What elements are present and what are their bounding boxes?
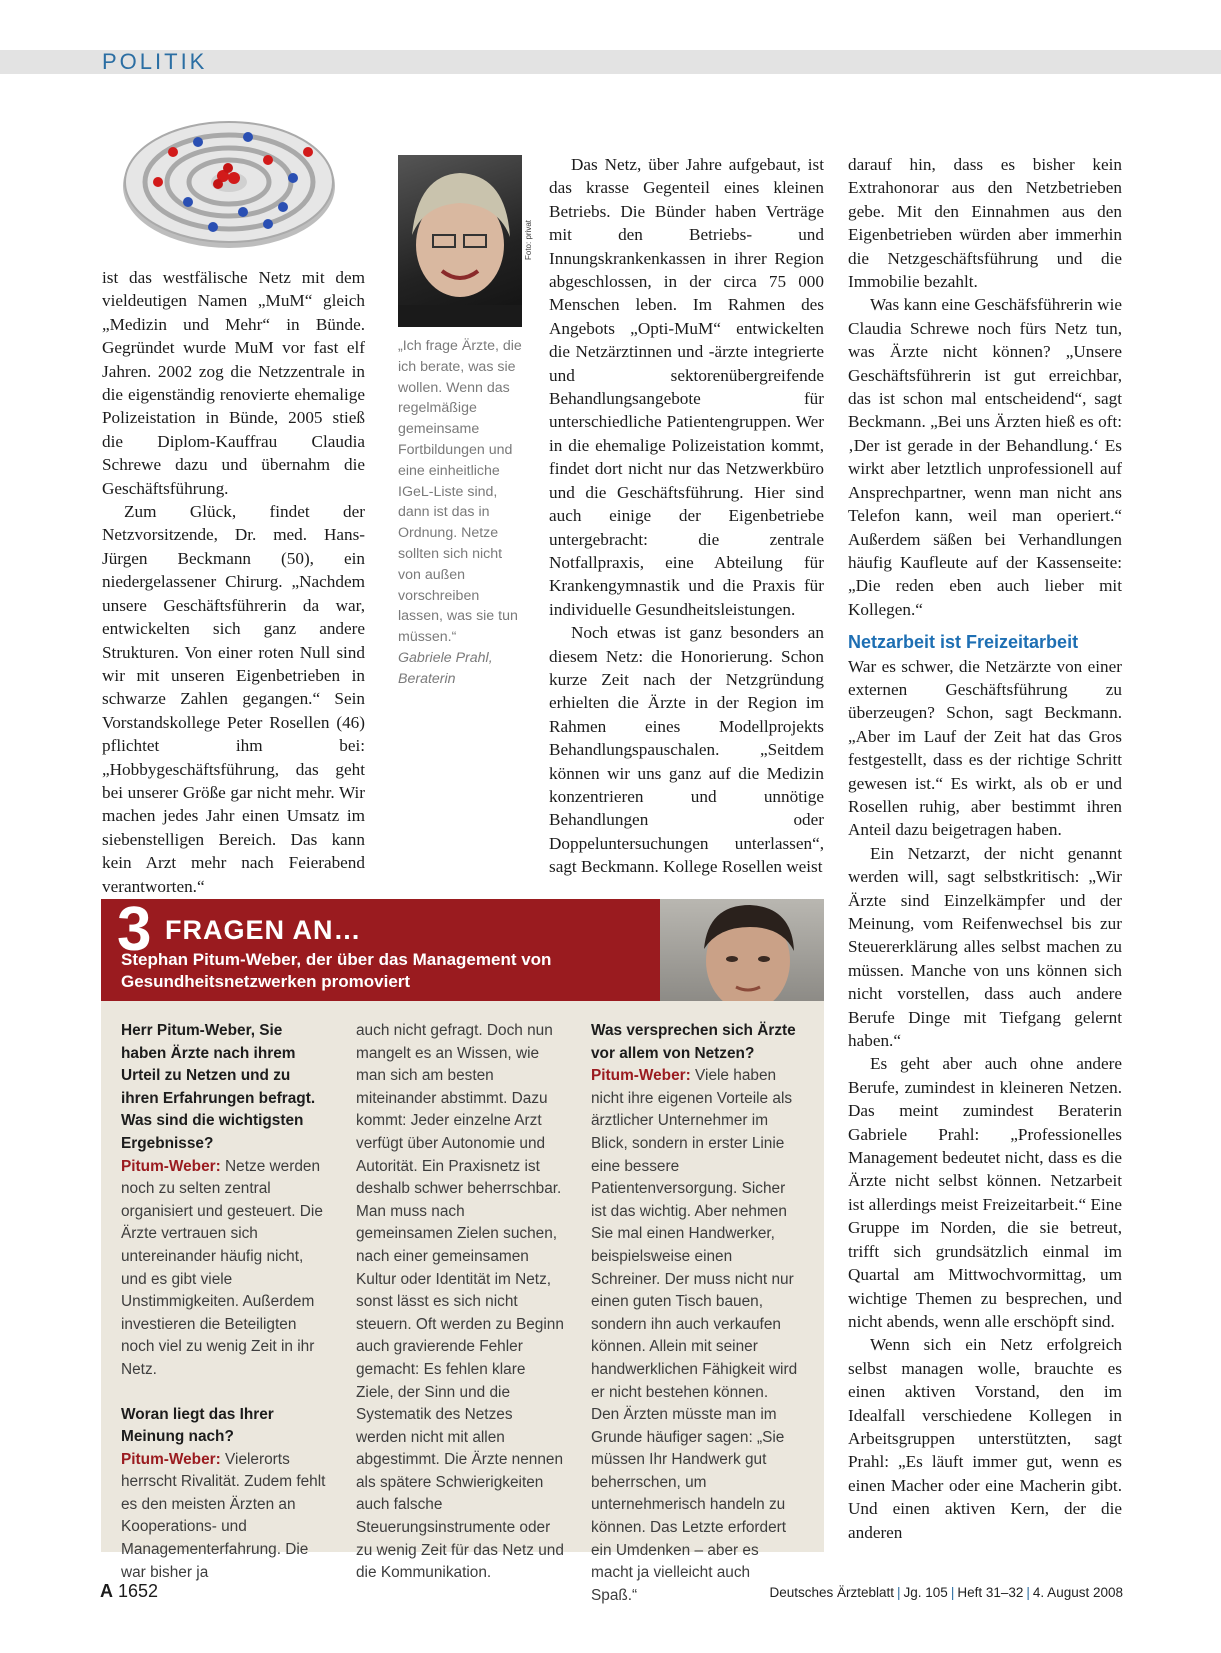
journal-name: Deutsches Ärzteblatt — [769, 1585, 895, 1600]
interview-column-2 — [356, 1020, 564, 1585]
section-rubric: POLITIK — [102, 49, 208, 74]
footer-separator: | — [897, 1585, 901, 1600]
caption-quote: „Ich frage Ärzte, die ich berate, was sie wollen. Wenn das regelmäßige gemeinsame Fortbildungen und eine einheitliche IGeL-Liste sind, dann ist das in Ordnung. Netze sollten sich nicht von außen vorschreiben lassen, was sie tun müssen.“ — [398, 338, 522, 646]
journal-info — [769, 1585, 1123, 1600]
maze-illustration — [118, 112, 340, 260]
photo-caption — [398, 336, 526, 690]
paragraph: darauf hin, dass es bisher kein Extrahonorar aus den Netzbetrieben gebe. Mit den Einnahmen aus den Eigenbetrieben würden aber immerhin die Netzgeschäftsführung und die Immobilie bezahlt. — [848, 155, 1122, 292]
page-prefix: A — [100, 1581, 113, 1601]
article-column-3 — [549, 153, 824, 879]
interview-column-3 — [591, 1020, 799, 1607]
interview-number: 3 — [117, 895, 152, 964]
interview-answer: Vielerorts herrscht Rivalität. Zudem fehlt es den meisten Ärzten an Kooperations- und Managementerfahrung. Die war bisher ja — [121, 1450, 326, 1581]
paragraph: Noch etwas ist ganz besonders an diesem Netz: die Honorierung. Schon kurze Zeit nach der Netzgründung erhielten die Ärzte in der Region im Rahmen eines Modellprojekts Behandlungspauschalen. „Seitdem können wir uns ganz auf die Medizin konzentrieren und unnötige Behandlungen oder Doppeluntersuchungen unterlassen“, sagt Beckmann. Kollege Rosellen weist — [549, 623, 824, 877]
interview-speaker: Pitum-Weber: — [591, 1067, 691, 1085]
journal-issue: Heft 31–32 — [957, 1585, 1024, 1600]
caption-attribution: Gabriele Prahl, Beraterin — [398, 649, 493, 687]
portrait-photo-gabriele-prahl — [398, 155, 522, 327]
paragraph: ist das westfälische Netz mit dem vieldeutigen Namen „MuM“ gleich „Medizin und Mehr“ in Bünde. Gegründet wurde MuM vor fast elf Jahren. 2002 zog die Netzzentrale in die eigenständig renovierte ehemalige Polizeistation in Bünde, 2005 stieß die Diplom-Kauffrau Claudia Schrewe dazu und übernahm die Geschäftsführung. — [102, 268, 365, 498]
interview-box-header — [101, 895, 660, 1001]
article-column-4 — [848, 153, 1122, 1544]
paragraph: Zum Glück, findet der Netzvorsitzende, Dr. med. Hans-Jürgen Beckmann (50), ein niedergelassener Chirurg. „Nachdem unsere Geschäftsführerin da war, entwickelten sich ganz andere Strukturen. Von einer roten Null sind wir mit unseren Eigenbetrieben in schwarze Zahlen gegangen.“ Sein Vorstandskollege Peter Rosellen (46) pflichtet ihm bei: „Hobbygeschäftsführung, das geht bei unserer Größe gar nicht mehr. Wir machen jedes Jahr einen Umsatz im siebenstelligen Bereich. Das kann kein Arzt mehr nach Feierabend verantworten.“ — [102, 502, 365, 896]
paragraph: Es geht aber auch ohne andere Berufe, zumindest in kleineren Netzen. Das meint zumindest Beraterin Gabriele Prahl: „Professionelles Management bedeutet nicht, dass es die Ärzte nicht selbst können. Netzarbeit ist allerdings meist Freizeitarbeit.“ Eine Gruppe im Norden, die sie betreut, trifft sich grundsätzlich einmal im Quartal am Mittwochvormittag, um wichtige Themen zu besprechen, und nicht abends, wenn alle erschöpft sind. — [848, 1054, 1122, 1331]
photo-credit: Foto: privat — [524, 219, 533, 260]
footer-separator: | — [950, 1585, 955, 1600]
footer-separator: | — [1026, 1585, 1030, 1600]
interview-title: FRAGEN AN… — [165, 915, 362, 945]
article-column-1 — [102, 266, 365, 898]
interview-column-1 — [121, 1020, 329, 1584]
paragraph: Ein Netzarzt, der nicht genannt werden will, sagt selbstkritisch: „Wir Ärzte sind Einzelkämpfer und der Meinung, vom Reifenwechsel bis zur Steuererklärung alles selbst machen zu müssen. Manche von uns können sich nicht vorstellen, dass auch andere Berufe Dinge mit Tiefgang gelernt haben.“ — [848, 843, 1122, 1051]
page-number-value: 1652 — [118, 1581, 159, 1601]
interview-question: Was versprechen sich Ärzte vor allem von Netzen? — [591, 1022, 796, 1062]
interview-subtitle: Stephan Pitum-Weber, der über das Management von Gesundheitsnetzwerken promoviert — [121, 950, 552, 991]
paragraph: War es schwer, die Netzärzte von einer externen Geschäftsführung zu überzeugen? Schon, sagt Beckmann. „Aber im Lauf der Zeit hat das Gros festgestellt, dass es der richtige Schritt gewesen ist.“ Es wirkt, als ob er und Rosellen ruhig, aber bestimmt ihren Anteil dazu beigetragen haben. — [848, 656, 1122, 840]
paragraph: Wenn sich ein Netz erfolgreich selbst managen wolle, brauchte es einen aktiven Vorstand, den im Idealfall verschiedene Kollegen in Arbeitsgruppen unterstützten, sagt Prahl: „Es läuft immer gut, wenn es einen Macher oder eine Macherin gibt. Und einen aktiven Kern, der die anderen — [848, 1335, 1122, 1542]
interview-question: Herr Pitum-Weber, Sie haben Ärzte nach ihrem Urteil zu Netzen und zu ihren Erfahrungen befragt. Was sind die wichtigsten Ergebnisse? — [121, 1022, 316, 1152]
interview-answer: Viele haben nicht ihre eigenen Vorteile als ärztlicher Unternehmer im Blick, sondern in erster Linie eine bessere Patientenversorgung. Sicher ist das wichtig. Aber nehmen Sie mal einen Handwerker, beispielsweise einen Schreiner. Der muss nicht nur einen guten Tisch bauen, sondern ihn auch verkaufen können. Allein mit seiner handwerklichen Fähigkeit wird er nicht bestehen können. Den Ärzten müsste man im Grunde häufiger sagen: „Sie müssen Ihr Handwerk gut beherrschen, um unternehmerisch handeln zu können. Das Letzte erfordert ein Umdenken – aber es macht ja vielleicht auch Spaß.“ — [591, 1067, 798, 1604]
journal-date: 4. August 2008 — [1032, 1585, 1123, 1600]
interview-speaker: Pitum-Weber: — [121, 1450, 221, 1468]
page-number — [100, 1581, 158, 1602]
interview-speaker: Pitum-Weber: — [121, 1157, 221, 1175]
interview-answer: auch nicht gefragt. Doch nun mangelt es an Wissen, wie man sich am besten miteinander abstimmt. Dazu kommt: Jeder einzelne Arzt verfügt über Autonomie und Autorität. Ein Praxisnetz ist deshalb schwer beherrschbar. Man muss nach gemeinsamen Zielen suchen, nach einer gemeinsamen Kultur oder Identität im Netz, sonst lässt es sich nicht steuern. Oft werden zu Beginn auch gravierende Fehler gemacht: Es fehlen klare Ziele, der Sinn und die Systematik des Netzes werden nicht mit allen abgestimmt. Die Ärzte nennen als spätere Schwierigkeiten auch falsche Steuerungsinstrumente oder zu wenig Zeit für das Netz und die Kommunikation. — [356, 1022, 564, 1582]
paragraph: Das Netz, über Jahre aufgebaut, ist das krasse Gegenteil eines kleinen Betriebs. Die Bünder haben Verträge mit den Betriebs- und Innungskrankenkassen in ihrer Region abgeschlossen, in der circa 75 000 Menschen leben. Im Rahmen des Angebots „Opti-MuM“ entwickelten die Netzärztinnen und -ärzte integrierte und sektorenübergreifende Behandlungsangebote für unterschiedliche Patientengruppen. Wer in die ehemalige Polizeistation kommt, findet dort nicht nur das Netzwerkbüro und die Geschäftsführung. Hier sind auch einige der Eigenbetriebe untergebracht: die zentrale Notfallpraxis, eine Abteilung für Krankengymnastik und die Praxis für individuelle Gesundheitsleistungen. — [549, 155, 824, 619]
journal-volume: Jg. 105 — [903, 1585, 948, 1600]
interview-question: Woran liegt das Ihrer Meinung nach? — [121, 1405, 274, 1446]
paragraph: Was kann eine Geschäfsführerin wie Claudia Schrewe noch fürs Netz tun, was Ärzte nicht können? „Unsere Geschäftsführerin ist gut erreichbar, das ist schon mal entscheidend“, sagt Beckmann. „Bei uns Ärzten hieß es oft: ‚Der ist gerade in der Behandlung.‘ Es wirkt aber letztlich unprofessionell auf Ansprechpartner, wenn man nicht ans Telefon kann, weil man operiert.“ Außerdem säßen bei Verhandlungen häufig Kaufleute auf der Kassenseite: „Die reden eben auch lieber mit Kollegen.“ — [848, 295, 1122, 619]
interview-answer: Netze werden noch zu selten zentral organisiert und gesteuert. Die Ärzte vertrauen sich untereinander häufig nicht, und es gibt viele Unstimmigkeiten. Außerdem investieren die Beteiligten noch viel zu wenig Zeit in ihr Netz. — [121, 1157, 323, 1378]
section-subheading: Netzarbeit ist Freizeitarbeit — [848, 632, 1079, 653]
portrait-photo-stephan-pitum-weber — [660, 899, 824, 1001]
